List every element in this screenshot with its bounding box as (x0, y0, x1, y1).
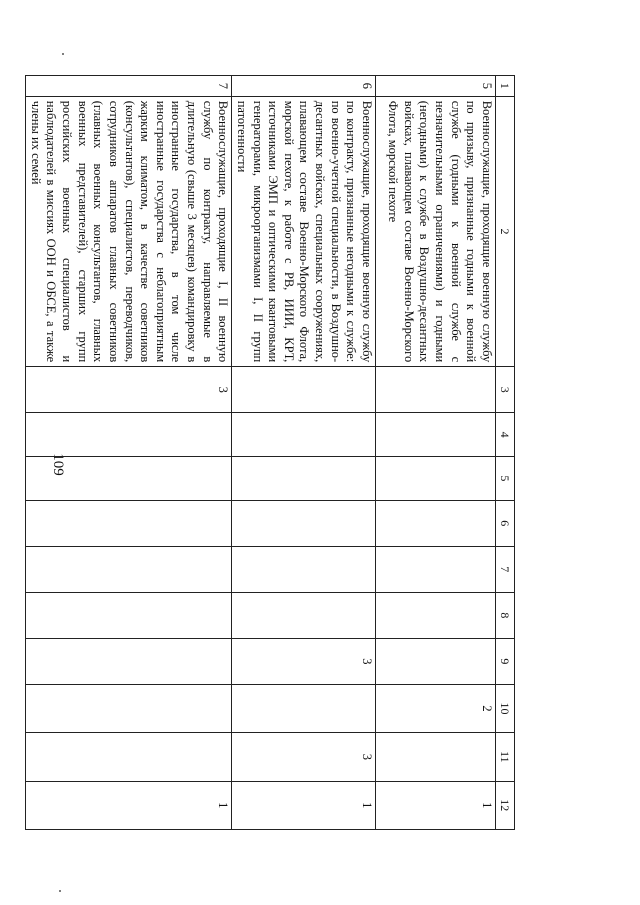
table-cell (26, 413, 232, 457)
table-cell (376, 413, 496, 457)
table-cell (232, 457, 376, 501)
scan-speck (59, 890, 61, 892)
table-cell (376, 638, 496, 684)
page-number: 109 (49, 453, 66, 476)
table-cell (26, 457, 232, 501)
column-header: 4 (496, 413, 515, 457)
table-cell (26, 638, 232, 684)
table-cell: 3 (232, 733, 376, 781)
table-cell (232, 500, 376, 546)
scan-speck (62, 53, 64, 55)
table-cell: 3 (26, 367, 232, 413)
row-description: Военнослужащие, проходящие I, II военную службу по контракту, направляемые в длительную (свыше 3 месяцев) командировку в иностранные государства, в том числе иностранные государства с неблагоприятным жарким климатом, в качестве советников (консультантов), специалистов, переводчиков, сотрудников аппаратов главных советников (главных военных консультантов, главных военных представителей), старших групп российских военных специалистов и наблюдателей в миссиях ООН и ОБСЕ, а также члены их семей (26, 96, 232, 367)
table-cell (26, 592, 232, 638)
row-description: Военнослужащие, проходящие военную службу по контракту, признанные негодными к службе: по военно-учетной специальности, в Воздушно-десантных войсках, специальных сооружениях, плавающем составе Военно-Морского Флота, морской пехоте, к работе с РВ, ИИИ, КРТ, источниками ЭМП и оптическими квантовыми генераторами, микроорганизмами I, II групп патогенности (232, 96, 376, 367)
table-cell: 3 (232, 638, 376, 684)
table-cell (376, 457, 496, 501)
column-header: 8 (496, 592, 515, 638)
header-row (496, 76, 515, 830)
table-cell (232, 367, 376, 413)
column-header: 10 (496, 684, 515, 732)
column-header: 1 (496, 76, 515, 97)
table-cell: 1 (376, 781, 496, 829)
table-cell (232, 592, 376, 638)
table-cell (232, 684, 376, 732)
column-header: 6 (496, 500, 515, 546)
row-index: 7 (26, 76, 232, 97)
table-cell (232, 413, 376, 457)
column-header: 7 (496, 546, 515, 592)
table-cell (232, 546, 376, 592)
table-cell (376, 592, 496, 638)
table-cell (376, 500, 496, 546)
table-row (232, 76, 376, 830)
table-cell (26, 500, 232, 546)
table-row (26, 76, 232, 830)
column-header: 3 (496, 367, 515, 413)
table-cell (26, 733, 232, 781)
row-index: 6 (232, 76, 376, 97)
row-index: 5 (376, 76, 496, 97)
table-cell: 1 (232, 781, 376, 829)
column-header: 2 (496, 96, 515, 367)
data-table (25, 75, 515, 830)
table-cell: 1 (26, 781, 232, 829)
table-cell (376, 733, 496, 781)
table-cell: 2 (376, 684, 496, 732)
table-row (376, 76, 496, 830)
column-header: 9 (496, 638, 515, 684)
table-cell (376, 546, 496, 592)
column-header: 12 (496, 781, 515, 829)
table-cell (26, 684, 232, 732)
column-header: 5 (496, 457, 515, 501)
column-header: 11 (496, 733, 515, 781)
table-cell (376, 367, 496, 413)
table-cell (26, 546, 232, 592)
row-description: Военнослужащие, проходящие военную службу по призыву, признанные годными к военной службе (годными к военной службе с незначительными ограничениями) и годными (негодными) к службе в Воздушно-десантных войсках, плавающем составе Военно-Морского Флота, морской пехоте (376, 96, 496, 367)
